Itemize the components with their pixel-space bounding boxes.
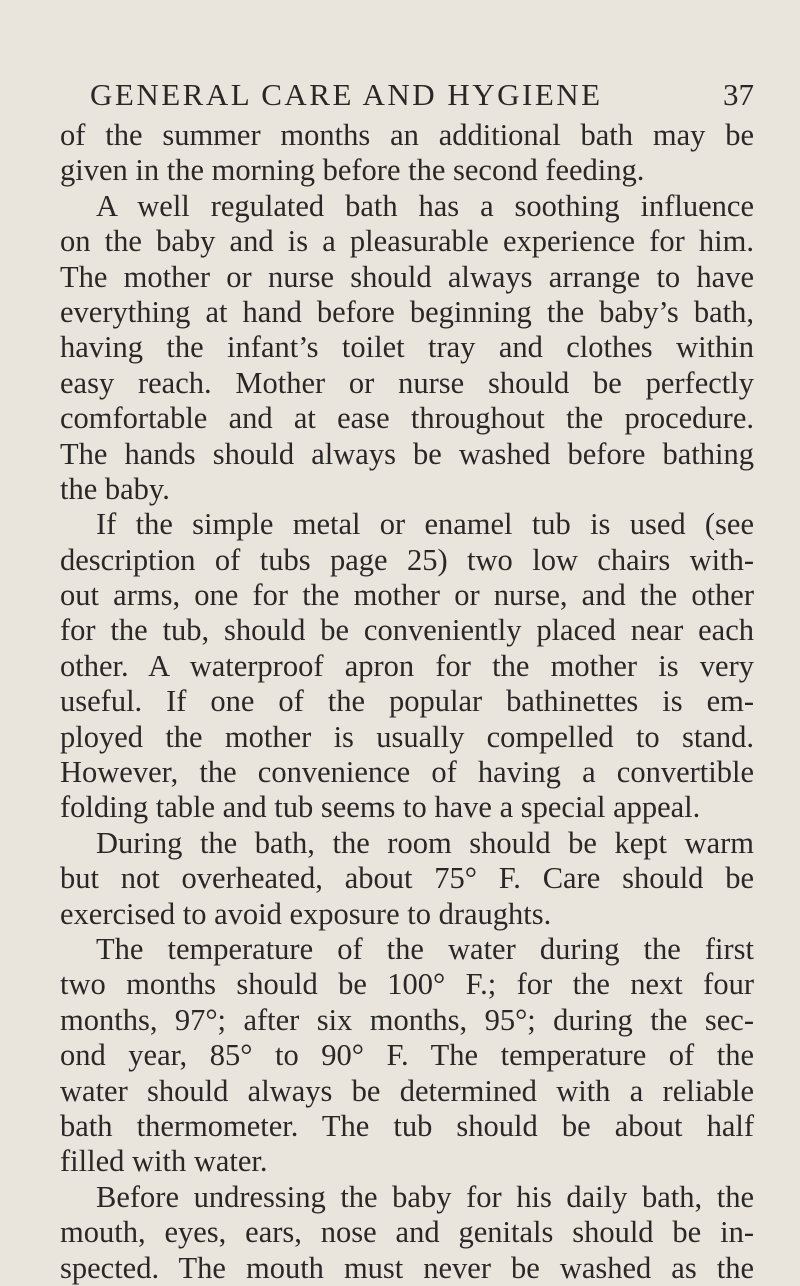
running-head	[90, 72, 754, 118]
text-line: having the infant’s toilet tray and clothes within	[60, 330, 754, 365]
text-line: of the summer months an additional bath may be	[60, 118, 754, 152]
text-line: other. A waterproof apron for the mother is very	[60, 648, 754, 683]
text-line: folding table and tub seems to have a special appeal.	[60, 790, 701, 825]
body-text	[60, 118, 754, 1286]
text-line: given in the morning before the second feeding.	[60, 153, 645, 188]
text-line: During the bath, the room should be kept warm	[96, 825, 754, 860]
text-line: spected. The mouth must never be washed as the	[60, 1250, 754, 1285]
text-line: description of tubs page 25) two low chairs with-	[60, 542, 754, 577]
text-line: If the simple metal or enamel tub is used (see	[96, 507, 754, 542]
text-line: exercised to avoid exposure to draughts.	[60, 896, 552, 931]
text-line: mouth, eyes, ears, nose and genitals should be in-	[60, 1215, 754, 1250]
text-line: months, 97°; after six months, 95°; during the sec-	[60, 1002, 754, 1037]
chapter-title: GENERAL CARE AND HYGIENE	[90, 77, 603, 112]
text-line: on the baby and is a pleasurable experience for him.	[60, 224, 754, 259]
text-line: However, the convenience of having a convertible	[60, 755, 754, 790]
text-line: Before undressing the baby for his daily bath, the	[96, 1179, 754, 1214]
text-line: water should always be determined with a reliable	[60, 1073, 754, 1108]
text-line: bath thermometer. The tub should be about half	[60, 1108, 754, 1143]
text-line: filled with water.	[60, 1144, 268, 1179]
text-line: two months should be 100° F.; for the next four	[60, 967, 754, 1002]
text-line: The hands should always be washed before bathing	[60, 436, 754, 471]
text-line: The mother or nurse should always arrange to have	[60, 259, 754, 294]
text-line: ond year, 85° to 90° F. The temperature of the	[60, 1038, 754, 1073]
page-number: 37	[723, 77, 754, 112]
text-line: easy reach. Mother or nurse should be perfectly	[60, 365, 754, 400]
text-line: A well regulated bath has a soothing influence	[96, 188, 754, 223]
text-line: but not overheated, about 75° F. Care should be	[60, 861, 754, 896]
text-line: ployed the mother is usually compelled to stand.	[60, 719, 754, 754]
text-line: useful. If one of the popular bathinettes is em-	[60, 684, 754, 719]
text-line: out arms, one for the mother or nurse, and the other	[60, 578, 754, 613]
text-line: everything at hand before beginning the baby’s bath,	[60, 294, 754, 329]
text-line: for the tub, should be conveniently placed near each	[60, 613, 754, 648]
text-line: The temperature of the water during the first	[96, 931, 754, 966]
text-line: the baby.	[60, 471, 170, 506]
text-line: comfortable and at ease throughout the procedure.	[60, 401, 754, 436]
